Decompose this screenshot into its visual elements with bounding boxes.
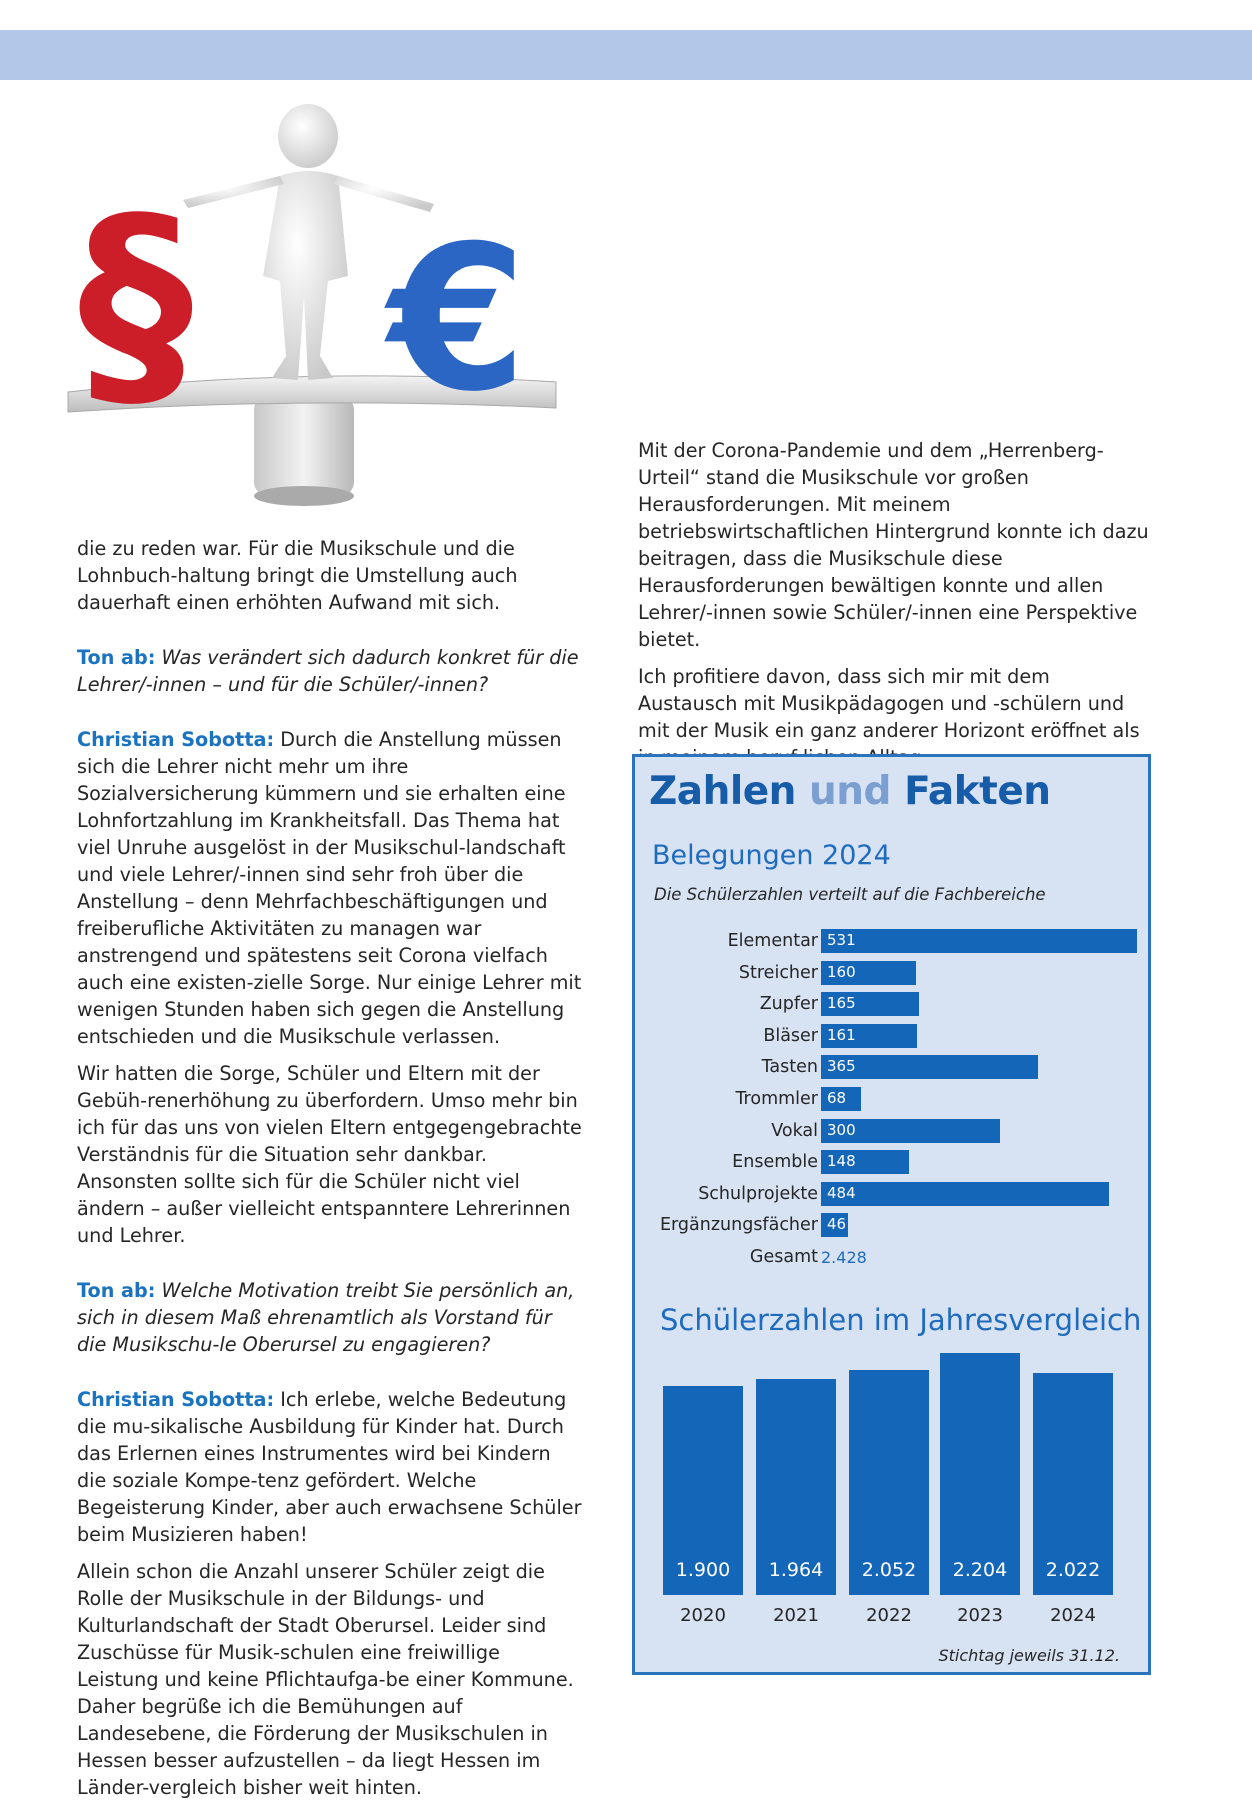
total-label: Gesamt [749,1247,818,1267]
question [77,644,582,698]
question-label: Ton ab: [77,646,156,669]
bar-category-label: Tasten [761,1057,818,1078]
question-text: Welche Motivation treibt Sie persönlich an, sich in diesem Maß ehrenamtlich als Vorstand für die Musikschu-le Oberursel zu engagieren? [77,1279,575,1356]
paragraph: Wir hatten die Sorge, Schüler und Eltern mit der Gebüh-renerhöhung zu überfordern. Umso mehr bin ich für das uns von vielen Eltern entgegengebrachte Verständnis für die Situation sehr dankbar. Ansonsten sollte sich für die Schüler nicht viel ändern – außer vielleicht entspanntere Lehrerinnen und Lehrer. [77,1062,582,1247]
bar-row [635,1149,1154,1179]
facts-box [632,754,1151,1675]
bar-category-label: Vokal [771,1120,818,1141]
bar [821,1182,1109,1206]
bar-category-label: Ergänzungsfächer [659,1215,818,1236]
bar-row [635,1086,1154,1116]
bar-row [635,991,1154,1021]
facts-title-part: Fakten [904,769,1051,814]
article-left-column [77,535,582,1811]
bar-category-label: Streicher [738,962,818,983]
bar-category-label: Elementar [727,931,818,951]
paragraph: die zu reden war. Für die Musikschule und die Lohnbuch-haltung bringt die Umstellung auch dauerhaft einen erhöhten Aufwand mit sich. [77,537,518,614]
bar-value-label: 2.052 [861,1559,917,1581]
bar-row [635,960,1154,990]
bar-value-label: 165 [827,994,856,1013]
bar-category-label: 2022 [866,1605,912,1626]
bar-value-label: 148 [827,1152,856,1171]
bar-value-label: 160 [827,962,856,981]
chart-title: Belegungen 2024 [652,840,891,871]
question-text: Was verändert sich dadurch konkret für die Lehrer/-innen – und für die Schüler/-innen? [77,646,579,696]
total-value: 2.428 [821,1248,867,1267]
answer [77,726,582,1050]
paragraph: Ich profitiere davon, dass sich mir mit dem Austausch mit Musikpädagogen und -schülern und mit der Musik ein ganz anderer Horizont eröffnet als [638,665,1140,742]
chart-subtitle: Die Schülerzahlen verteilt auf die Fachbereiche [654,885,1046,904]
bar-value-label: 2.022 [1045,1559,1101,1581]
bar-category-label: 2020 [680,1605,726,1626]
bar-row [635,928,1154,958]
paragraph-symbol: § [78,170,193,437]
answer-text: Durch die Anstellung müssen sich die Lehrer nicht mehr um ihre Sozialversicherung kümmern und sie erhalten eine Lohnfortzahlung im Krankheitsfall. Das Thema hat viel Unruhe ausgelöst in der Musikschul-landschaft und viele Lehrer/-innen sind sehr froh über die Anstellung – denn Mehrfachbeschäftigungen und freiberufliche Aktivitäten zu managen war anstrengend und spätestens seit Corona vielfach auch eine existen-zielle Sorge. Nur einige Lehrer mit wenigen Stunden haben sich gegen die Anstellung entschieden und die Musikschule verlassen. [77,728,582,1048]
question [77,1277,582,1358]
bar-row [635,1118,1154,1148]
bar-category-label: 2021 [773,1605,819,1626]
question-label: Ton ab: [77,1279,156,1302]
bar-value-label: 161 [827,1025,856,1044]
facts-title-part: Zahlen [649,769,796,814]
answer [77,1386,582,1548]
facts-title-part: und [809,769,891,814]
bar-row [635,1212,1154,1242]
total-row [635,1244,1154,1274]
answer-label: Christian Sobotta: [77,1388,275,1411]
bar [821,929,1137,953]
answer-label: Christian Sobotta: [77,728,275,751]
bar-value-label: 484 [827,1183,856,1202]
header-bar [0,30,1252,80]
bar-value-label: 46 [827,1215,847,1234]
bar-row [635,1181,1154,1211]
euro-symbol: € [388,203,528,436]
bar-category-label: 2023 [957,1605,1003,1626]
bar-row [635,1054,1154,1084]
bar-category-label: 2024 [1050,1605,1096,1626]
bar-category-label: Bläser [763,1025,818,1046]
bar-category-label: Trommler [735,1089,818,1109]
chart-footnote: Stichtag jeweils 31.12. [938,1646,1120,1665]
bar-category-label: Schulprojekte [698,1183,818,1204]
bar-value-label: 1.964 [768,1559,824,1581]
bar-value-label: 1.900 [675,1559,731,1581]
bar-value-label: 300 [827,1120,856,1139]
answer-text: Ich erlebe, welche Bedeutung die mu-sikalische Ausbildung für Kinder hat. Durch das Erlernen eines Instrumentes wird bei Kindern die soziale Kompe-tenz gefördert. Welche Begeisterung Kinder, aber auch erwachsene Schüler beim Musizieren haben! [77,1388,582,1546]
bar-value-label: 68 [827,1089,847,1107]
paragraph: Mit der Corona-Pandemie und dem „Herrenberg-Urteil“ stand die Musikschule vor großen Herausforderungen. Mit meinem betriebswirtschaftlichen Hintergrund konnte ich dazu beitragen, dass die Musikschule diese Herausforderungen bewältigen konnte und allen Lehrer/-innen sowie Schüler/-innen eine Perspektive bietet. [638,439,1149,651]
paragraph: Allein schon die Anzahl unserer Schüler zeigt die Rolle der Musikschule in der Bildungs- und Kulturlandschaft der Stadt Oberursel. Leider sind Zuschüsse für Musik-schulen eine freiwillige Leistung und keine Pflichtaufga-be einer Kommune. Daher begrüße ich die Bemühungen auf Landesebene, die Förderung der Musikschulen in Hessen besser aufzustellen – da liegt Hessen im Länder-vergleich bisher weit hinten. [77,1560,574,1799]
chart-title: Schülerzahlen im Jahresvergleich [660,1303,1142,1337]
bar-value-label: 2.204 [952,1559,1008,1581]
bar-category-label: Ensemble [732,1152,818,1173]
bar-row [635,1023,1154,1053]
balance-illustration [58,96,568,508]
bar-value-label: 531 [827,931,856,949]
bar-value-label: 365 [827,1057,856,1076]
article-right-column [638,437,1153,781]
bar-category-label: Zupfer [759,994,818,1015]
facts-title [649,769,1051,814]
